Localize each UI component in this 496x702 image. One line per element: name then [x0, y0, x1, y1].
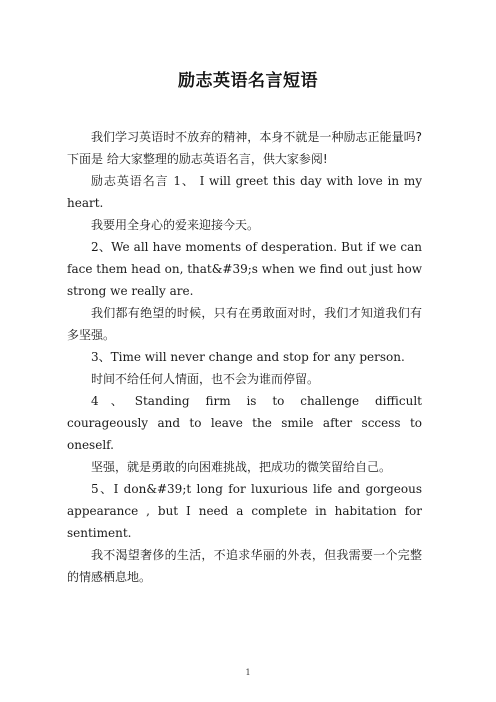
quote-5-chinese: 我不渴望奢侈的生活，不追求华丽的外表，但我需要一个完整的情感栖息地。 [67, 548, 422, 584]
quote-3-chinese: 时间不给任何人情面，也不会为谁而停留。 [91, 372, 320, 386]
quote-1-english: 励志英语名言 1、 I will greet this day with love in my heart. [67, 174, 422, 210]
quote-2-chinese: 我们都有绝望的时候，只有在勇敢面对时，我们才知道我们有多坚强。 [67, 306, 422, 342]
quote-4-chinese: 坚强，就是勇敢的向困难挑战，把成功的微笑留给自己。 [91, 460, 392, 474]
quote-1-chinese: 我要用全身心的爱来迎接今天。 [91, 218, 260, 232]
quote-3-english: 3、Time will never change and stop for any person. [91, 350, 405, 364]
quote-5-english: 5、I don&#39;t long for luxurious life and gorgeous appearance , but I need a complete in habitation for sentiment. [67, 482, 422, 540]
page-number: 1 [245, 668, 251, 677]
document-body [67, 126, 422, 588]
quote-2-english: 2、We all have moments of desperation. But if we can face them head on, that&#39;s when we find out just how strong we really are. [67, 240, 422, 298]
intro-paragraph: 我们学习英语时不放弃的精神，本身不就是一种励志正能量吗?下面是 给大家整理的励志英语名言，供大家参阅! [67, 130, 422, 166]
quote-4-english: 4、Standing firm is to challenge difficult courageously and to leave the smile after sccess to oneself. [67, 394, 422, 452]
document-title: 励志英语名言短语 [178, 71, 318, 91]
